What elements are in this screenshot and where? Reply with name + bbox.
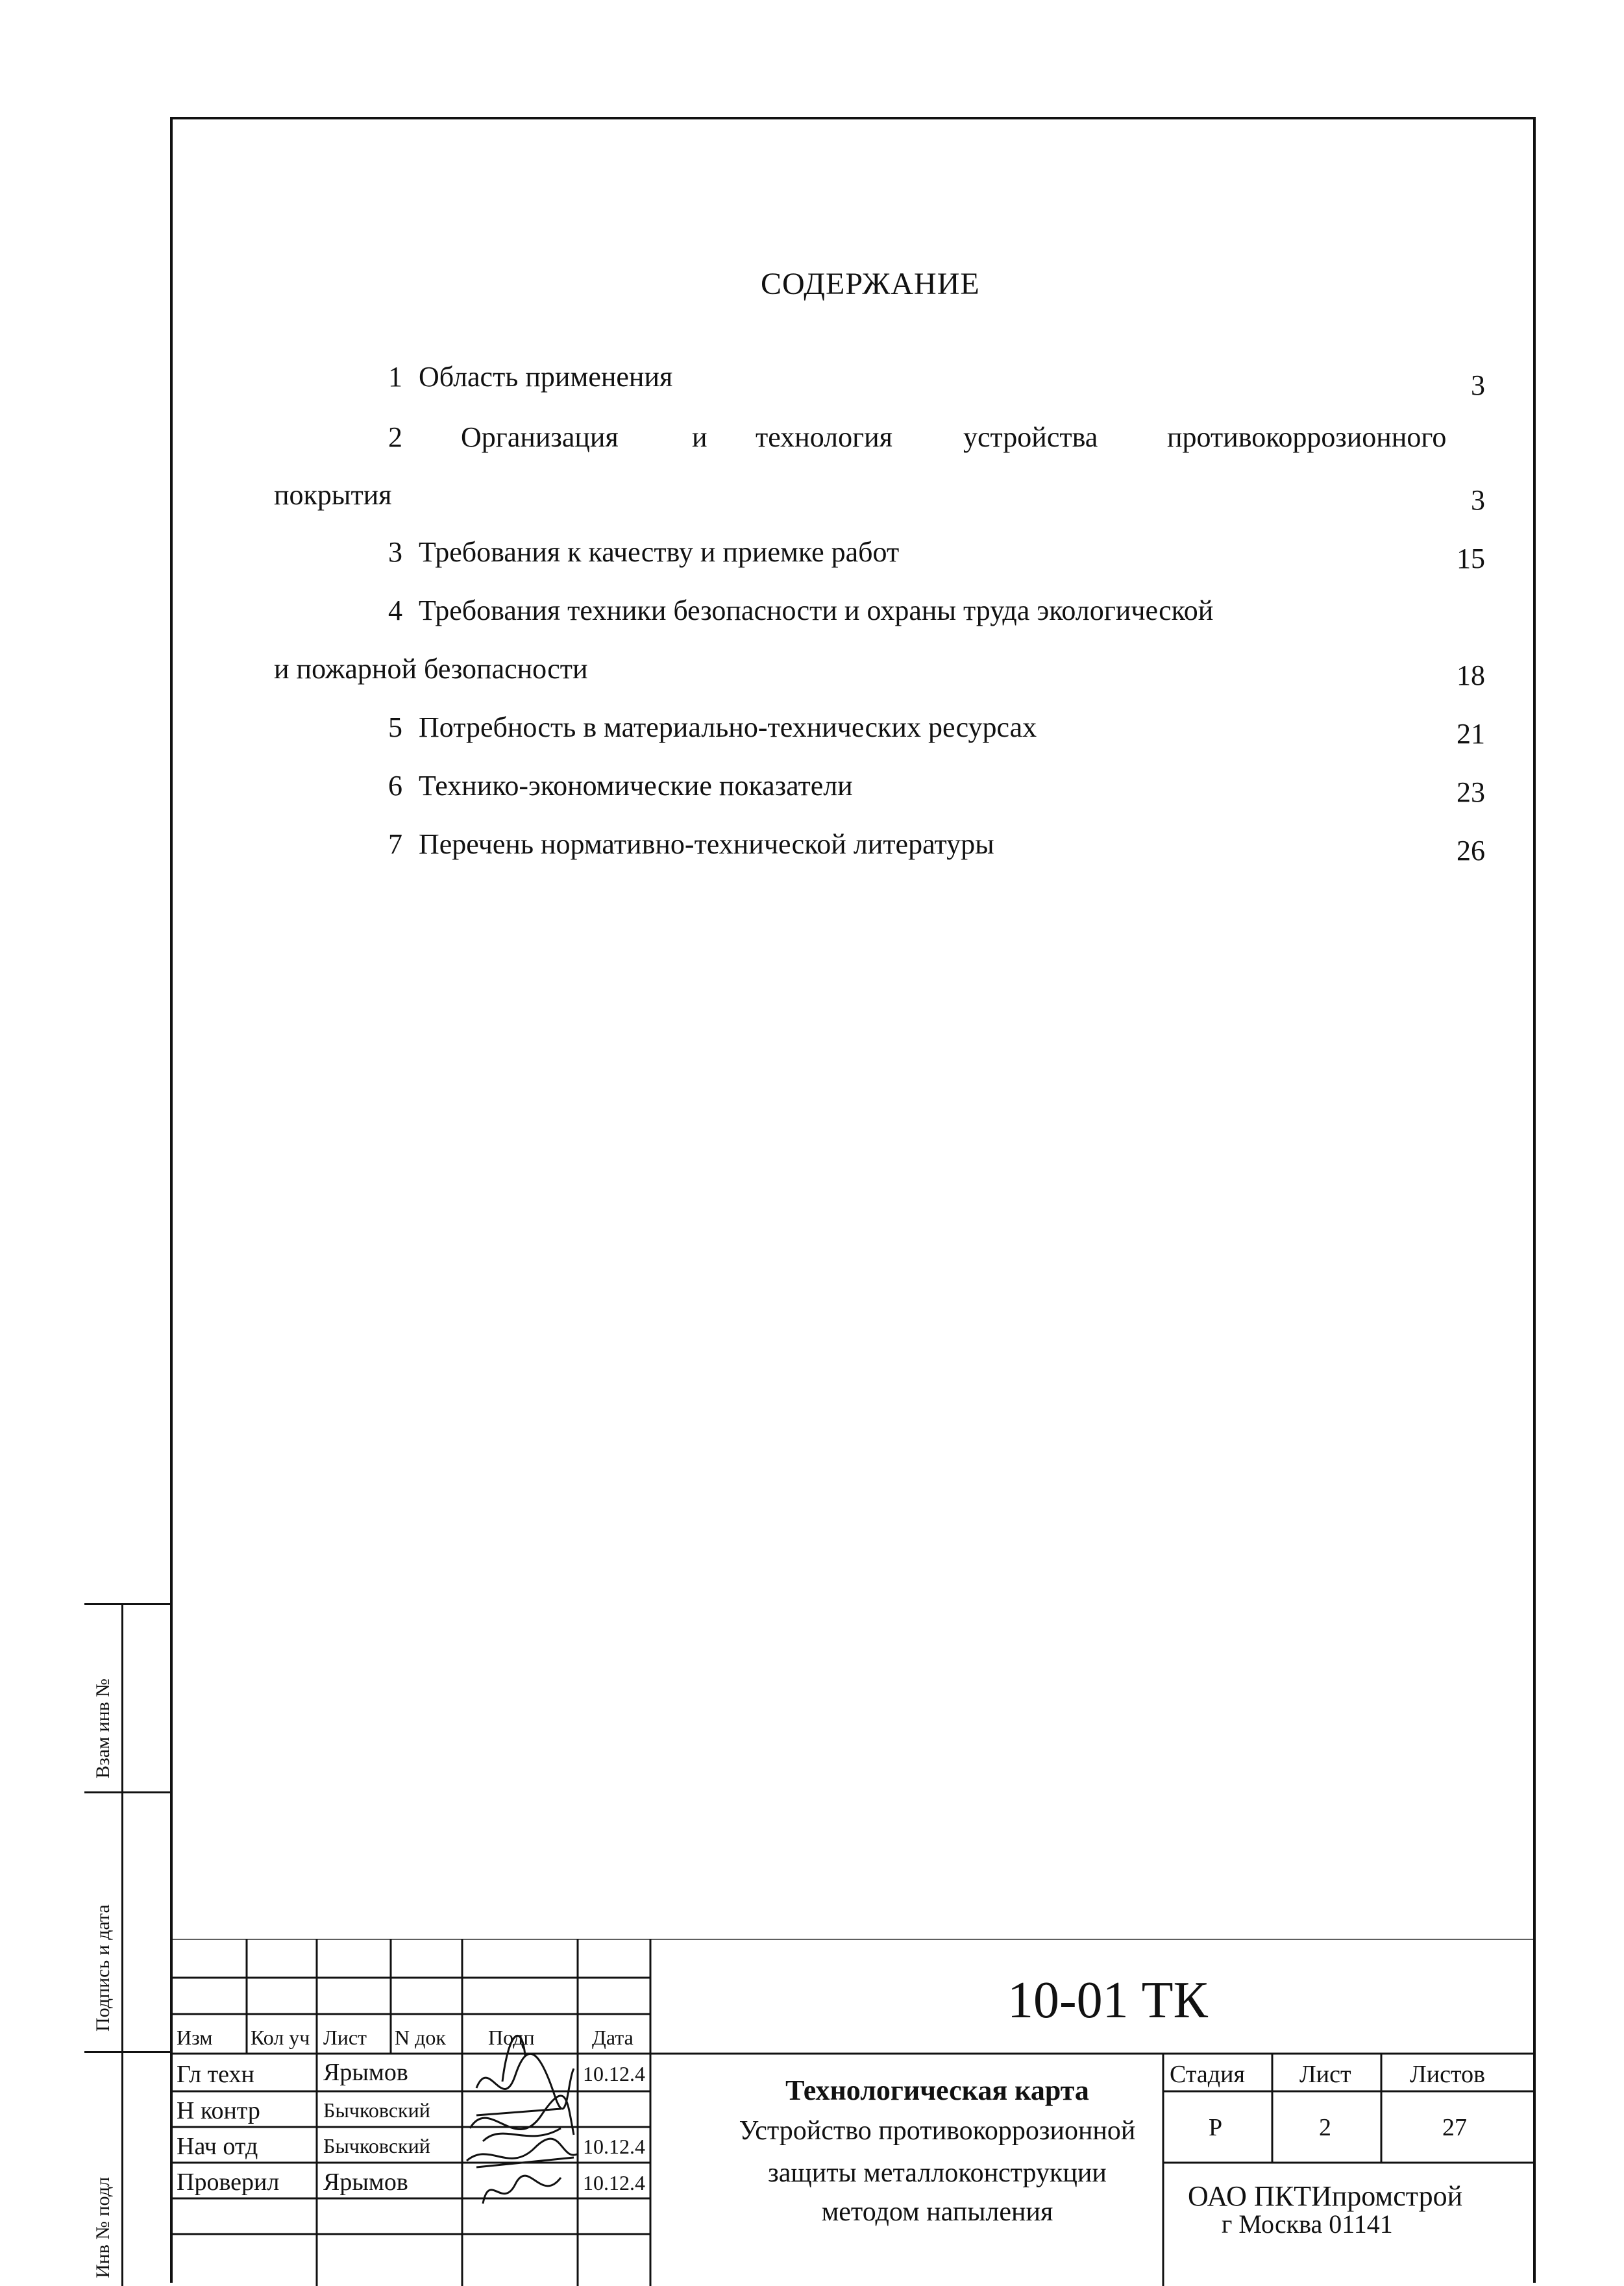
header-izm: Изм (177, 2026, 213, 2049)
toc-number: 7 (388, 828, 402, 860)
side-strip-divider (84, 2051, 170, 2053)
toc-item-1 (388, 360, 672, 393)
toc-title: Потребность в материально-технических ресурсах (419, 711, 1037, 743)
row-role: Проверил (177, 2169, 280, 2196)
sheet-value: 2 (1319, 2114, 1331, 2141)
toc-number: 2 (388, 421, 402, 453)
toc-title: Область применения (419, 361, 673, 393)
toc-number: 6 (388, 770, 402, 802)
toc-number: 5 (388, 711, 402, 743)
stage-label: Стадия (1170, 2061, 1245, 2088)
toc-item-5 (388, 711, 1037, 744)
organization: ОАО ПКТИпромстрой (1188, 2180, 1463, 2212)
toc-item-4 (388, 594, 1213, 627)
toc-item-7 (388, 828, 994, 861)
toc-page-1: 3 (1471, 369, 1485, 401)
toc-title: Перечень нормативно-технической литературы (419, 828, 994, 860)
row-role: Гл техн (177, 2061, 254, 2088)
toc-page-3: 15 (1457, 543, 1485, 574)
organization-city: г Москва 01141 (1222, 2209, 1393, 2239)
side-label-podpis: Подпись и дата (92, 1904, 114, 2032)
sheet-label: Лист (1299, 2061, 1351, 2088)
toc-title: Требования техники безопасности и охраны труда экологической (419, 595, 1214, 626)
toc-title-word: и (692, 421, 707, 453)
toc-number: 3 (388, 536, 402, 568)
document-name-line: Устройство противокоррозионной (739, 2116, 1136, 2146)
document-name-line: защиты металлоконструкции (768, 2158, 1107, 2188)
side-strip-divider (84, 1791, 170, 1793)
row-date: 10.12.4 (583, 2062, 645, 2085)
toc-title-word: устройства (963, 421, 1098, 453)
row-role: Нач отд (177, 2133, 258, 2160)
sheets-label: Листов (1410, 2061, 1486, 2088)
header-podp: Подп (488, 2026, 535, 2049)
page-title: СОДЕРЖАНИЕ (761, 267, 980, 301)
row-date: 10.12.4 (583, 2171, 645, 2194)
toc-number: 4 (388, 595, 402, 626)
stage-value: Р (1209, 2114, 1223, 2141)
side-stamp-strip (84, 1603, 170, 2286)
signature-4 (463, 2165, 580, 2217)
toc-page-6: 23 (1457, 776, 1485, 808)
toc-item-6 (388, 769, 853, 802)
title-block (170, 1939, 1536, 2286)
toc-page-7: 26 (1457, 835, 1485, 866)
toc-page-4: 18 (1457, 659, 1485, 691)
document-code: 10-01 ТК (1007, 1972, 1208, 2029)
document-name-line: методом напыления (821, 2197, 1053, 2227)
row-role: Н контр (177, 2097, 260, 2124)
toc-title: Требования к качеству и приемке работ (419, 536, 900, 568)
row-name: Бычковский (323, 2098, 430, 2122)
header-ndok: N док (395, 2026, 446, 2049)
toc-title-word: Организация (461, 421, 619, 453)
header-data: Дата (592, 2026, 634, 2049)
row-name: Ярымов (323, 2059, 408, 2086)
toc-item-3 (388, 535, 899, 569)
side-strip-divider (84, 1603, 170, 1605)
toc-item-2-cont: покрытия (274, 479, 392, 511)
row-name: Ярымов (323, 2169, 408, 2196)
toc-number: 1 (388, 361, 402, 393)
toc-page-2: 3 (1471, 484, 1485, 516)
toc-page-5: 21 (1457, 718, 1485, 750)
toc-title-word: технология (756, 421, 892, 453)
toc-item-4-cont: и пожарной безопасности (274, 653, 588, 685)
document-type: Технологическая карта (785, 2074, 1089, 2106)
header-kol: Кол уч (251, 2026, 310, 2049)
toc-title-word: противокоррозионного (1167, 421, 1447, 453)
toc-title: Технико-экономические показатели (419, 770, 853, 802)
header-list: Лист (323, 2026, 367, 2049)
row-name: Бычковский (323, 2134, 430, 2157)
side-label-vzam: Взам инв № (92, 1678, 114, 1778)
row-date: 10.12.4 (583, 2135, 645, 2158)
sheets-value: 27 (1442, 2114, 1467, 2141)
side-label-inv: Инв № подл (92, 2177, 114, 2278)
